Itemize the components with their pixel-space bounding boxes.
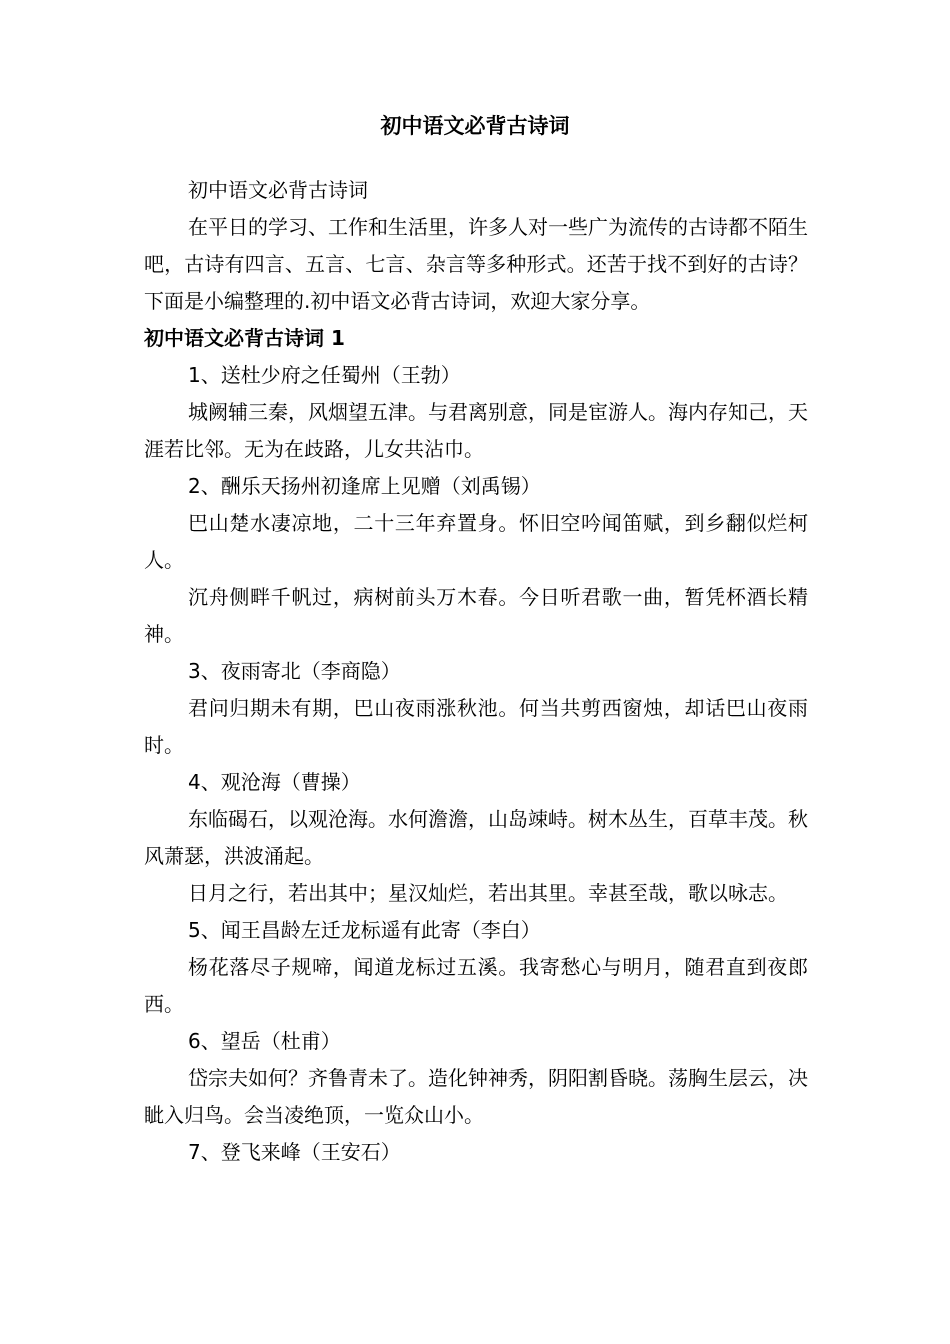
poem-text: 岱宗夫如何？齐鲁青未了。造化钟神秀，阴阳割昏晓。荡胸生层云，决眦入归鸟。会当凌绝顶，一览众山小。 — [144, 1066, 808, 1127]
poem-text: 沉舟侧畔千帆过，病树前头万木春。今日听君歌一曲，暂凭杯酒长精神。 — [144, 585, 808, 646]
poem-text: 杨花落尽子规啼，闻道龙标过五溪。我寄愁心与明月，随君直到夜郎西。 — [144, 955, 808, 1016]
poem-text: 巴山楚水凄凉地，二十三年弃置身。怀旧空吟闻笛赋，到乡翻似烂柯人。 — [144, 511, 808, 572]
poem-title: 6、望岳（杜甫） — [188, 1029, 341, 1053]
poem-title: 4、观沧海（曹操） — [188, 770, 361, 794]
document-title: 初中语文必背古诗词 — [380, 114, 570, 138]
poem-title: 1、送杜少府之任蜀州（王勃） — [188, 363, 461, 387]
poem-text: 日月之行，若出其中；星汉灿烂，若出其里。幸甚至哉，歌以咏志。 — [188, 881, 788, 905]
poem-title: 3、夜雨寄北（李商隐） — [188, 659, 401, 683]
poem-text: 城阙辅三秦，风烟望五津。与君离别意，同是宦游人。海内存知己，天涯若比邻。无为在歧路，儿女共沾巾。 — [144, 400, 808, 461]
intro-title: 初中语文必背古诗词 — [188, 178, 368, 202]
poem-title: 7、登飞来峰（王安石） — [188, 1140, 401, 1164]
poem-text: 君问归期未有期，巴山夜雨涨秋池。何当共剪西窗烛，却话巴山夜雨时。 — [144, 696, 808, 757]
poem-title: 2、酬乐天扬州初逢席上见赠（刘禹锡） — [188, 474, 541, 498]
poem-text: 东临碣石，以观沧海。水何澹澹，山岛竦峙。树木丛生，百草丰茂。秋风萧瑟，洪波涌起。 — [144, 807, 808, 868]
intro-paragraph: 在平日的学习、工作和生活里，许多人对一些广为流传的古诗都不陌生吧，古诗有四言、五言、七言、杂言等多种形式。还苦于找不到好的古诗？下面是小编整理的.初中语文必背古诗词，欢迎大家分享。 — [144, 215, 808, 313]
poem-title: 5、闻王昌龄左迁龙标遥有此寄（李白） — [188, 918, 541, 942]
document-body — [144, 172, 808, 1171]
section-heading: 初中语文必背古诗词 1 — [144, 326, 345, 350]
